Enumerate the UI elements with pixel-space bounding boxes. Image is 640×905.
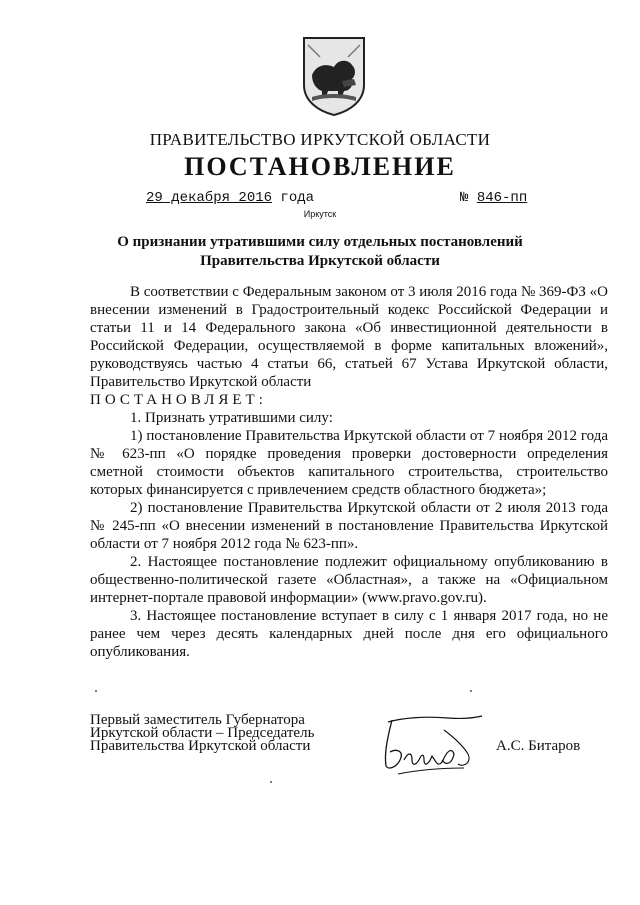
position-line-1: Первый заместитель Губернатора <box>90 712 305 728</box>
preamble-paragraph: В соответствии с Федеральным законом от 3 июля 2016 года № 369-ФЗ «О внесении изменений в Градостроительный кодекс Российской Федерации и статьи 11 и 14 Федерального закона «Об инвестиционной деятельности в Российской Федерации, осуществляемой в форме капитальных вложений», руководствуясь частью 4 статьи 66, статьей 67 Устава Иркутской области, Правительство Иркутской области <box>90 284 608 390</box>
position-line-3: Правительства Иркутской области <box>90 738 311 754</box>
item-3-paragraph: 3. Настоящее постановление вступает в силу с 1 января 2017 года, но не ранее чем через десять календарных дней после дня его официального опубликования. <box>90 608 608 660</box>
item-1-sub-2: 2) постановление Правительства Иркутской области от 2 июля 2013 года № 245-пп «О внесении изменений в постановление Правительства Иркутской области от 7 ноября 2012 года № 623-пп». <box>90 500 608 552</box>
number-sign: № <box>460 190 469 206</box>
signatory-name: А.С. Битаров <box>496 738 581 754</box>
organization-name: ПРАВИТЕЛЬСТВО ИРКУТСКОЙ ОБЛАСТИ <box>149 130 491 149</box>
irkutsk-coat-of-arms-icon <box>298 35 370 117</box>
document-number <box>460 190 563 206</box>
number-value: 846-пп <box>476 190 528 206</box>
scan-speck <box>95 690 97 692</box>
city: Иркутск <box>303 209 337 219</box>
item-2-paragraph: 2. Настоящее постановление подлежит официальному опубликованию в общественно-политической газете «Областная», а также на «Официальном интернет-портале правовой информации» (www.pravo.gov.ru). <box>90 554 608 606</box>
scan-speck <box>470 690 472 692</box>
handwritten-signature-icon <box>378 708 488 778</box>
date-suffix: года <box>272 190 315 206</box>
document-title: О признании утратившими силу отдельных постановлений Правительства Иркутской области <box>117 234 523 269</box>
item-1-heading: 1. Признать утратившими силу: <box>130 410 333 426</box>
item-1-sub-1: 1) постановление Правительства Иркутской области от 7 ноября 2012 года № 623-пп «О порядке проведения проверки достоверности определения сметной стоимости объектов капитального строительства, строительство которых финансируется с привлечением средств областного бюджета»; <box>90 428 608 498</box>
scan-speck <box>270 781 272 783</box>
position-line-2: Иркутской области – Председатель <box>90 725 315 741</box>
document-date <box>146 190 314 206</box>
resolves-heading: ПОСТАНОВЛЯЕТ: <box>90 392 267 408</box>
signatory-position <box>90 714 314 753</box>
document-body <box>90 283 608 661</box>
document-type: ПОСТАНОВЛЕНИЕ <box>184 152 456 181</box>
date-value: 29 декабря 2016 <box>146 190 273 206</box>
